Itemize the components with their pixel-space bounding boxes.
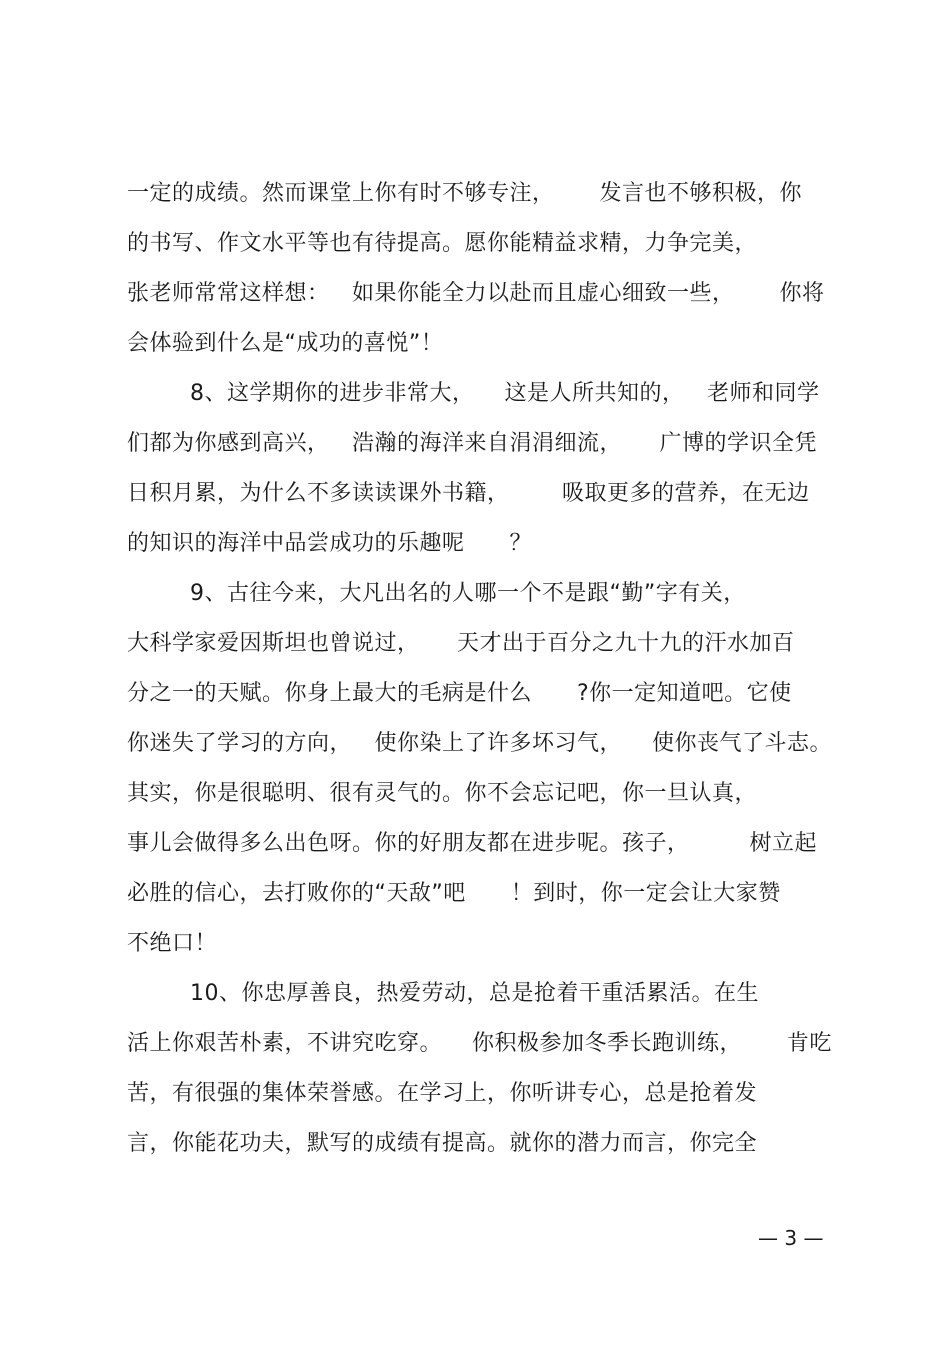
text-line: 日积月累，为什么不多读读课外书籍， 吸取更多的营养，在无边 xyxy=(127,481,810,506)
text-line: 言，你能花功夫，默写的成绩有提高。就你的潜力而言，你完全 xyxy=(127,1131,758,1156)
text-line: 分之一的天赋。你身上最大的毛病是什么 ?你一定知道吧。它使 xyxy=(127,681,792,706)
text-line: 你迷失了学习的方向， 使你染上了许多坏习气， 使你丧气了斗志。 xyxy=(127,731,832,756)
text-line: 的知识的海洋中品尝成功的乐趣呢 ？ xyxy=(127,531,532,556)
text-line: 们都为你感到高兴， 浩瀚的海洋来自涓涓细流， 广博的学识全凭 xyxy=(127,431,817,456)
text-line: 其实，你是很聪明、很有灵气的。你不会忘记吧，你一旦认真， xyxy=(127,781,758,806)
paragraph-9-start: 9、古往今来，大凡出名的人哪一个不是跟“勤”字有关， xyxy=(190,581,746,606)
text-line: 的书写、作文水平等也有待提高。愿你能精益求精，力争完美， xyxy=(127,231,758,256)
text-line: 必胜的信心，去打败你的“天敌”吧 ！到时，你一定会让大家赞 xyxy=(127,881,781,906)
text-line: 事儿会做得多么出色呀。你的好朋友都在进步呢。孩子， 树立起 xyxy=(127,831,817,856)
text-line: 大科学家爱因斯坦也曾说过， 天才出于百分之九十九的汗水加百 xyxy=(127,631,795,656)
text-line: 会体验到什么是“成功的喜悦”！ xyxy=(127,331,444,356)
paragraph-10-start: 10、你忠厚善良，热爱劳动，总是抢着干重活累活。在生 xyxy=(190,981,759,1006)
text-line: 一定的成绩。然而课堂上你有时不够专注， 发言也不够积极，你 xyxy=(127,181,802,206)
text-line: 不绝口！ xyxy=(127,931,218,956)
text-line: 张老师常常这样想： 如果你能全力以赴而且虚心细致一些， 你将 xyxy=(127,281,825,306)
text-line: 活上你艰苦朴素，不讲究吃穿。 你积极参加冬季长跑训练， 肯吃 xyxy=(127,1031,832,1056)
page-number: — 3 — xyxy=(758,1226,824,1250)
text-line: 苦，有很强的集体荣誉感。在学习上，你听讲专心，总是抢着发 xyxy=(127,1081,758,1106)
paragraph-8-start: 8、这学期你的进步非常大， 这是人所共知的， 老师和同学 xyxy=(190,381,820,406)
